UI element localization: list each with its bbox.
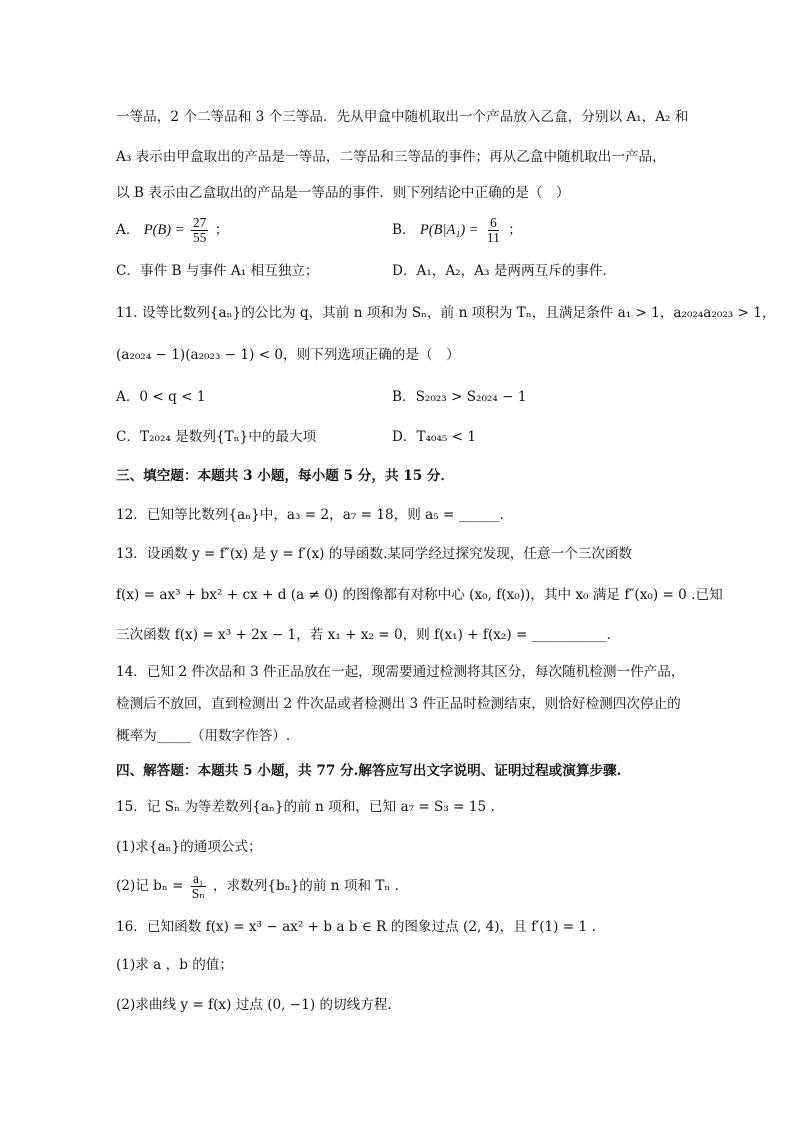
fraction-numerator: 6 (490, 215, 497, 230)
q10-line-1: 一等品，2 个二等品和 3 个三等品．先从甲盒中随机取出一个产品放入乙盒，分别以 A₁，A₂ 和 (116, 109, 689, 125)
q15-part-2 (116, 872, 399, 901)
q10-option-a (116, 216, 228, 245)
q14-line-1: 14．已知 2 件次品和 3 件正品放在一起，现需要通过检测将其区分，每次随机检测一件产品， (116, 664, 685, 680)
option-suffix: ； (214, 222, 229, 238)
option-formula: P(B|A₁) = (419, 222, 479, 238)
q13-line-2: f(x) = ax³ + bx² + cx + d (a ≠ 0) 的图像都有对称中心 (x₀, f(x₀))，其中 x₀ 满足 f″(x₀) = 0 .已知 (116, 587, 723, 603)
q15-line-1: 15．记 Sₙ 为等差数列{aₙ}的前 n 项和，已知 a₇ = S₃ = 15 . (116, 799, 495, 815)
q10-option-c: C．事件 B 与事件 A₁ 相互独立； (116, 263, 319, 279)
option-letter: A． (116, 222, 140, 238)
option-suffix: ； (508, 222, 522, 238)
q16-part-1: (1)求 a ，b 的值； (116, 957, 233, 973)
q11-line-2: (a₂₀₂₄ − 1)(a₂₀₂₃ − 1) < 0，则下列选项正确的是（ ） (116, 347, 460, 363)
q14-line-2: 检测后不放回，直到检测出 2 件次品或者检测出 3 件正品时检测结束，则恰好检测四次停止的 (116, 696, 681, 712)
fraction-denominator: 11 (486, 230, 500, 245)
fraction (190, 872, 207, 901)
fraction-numerator: 27 (192, 215, 207, 230)
q10-line-2: A₃ 表示由甲盒取出的产品是一等品，二等品和三等品的事件；再从乙盒中随机取出一产品， (116, 149, 666, 165)
q10-option-d: D．A₁，A₂，A₃ 是两两互斥的事件． (392, 263, 617, 279)
q16-part-2: (2)求曲线 y = f(x) 过点 (0, −1) 的切线方程. (116, 997, 392, 1013)
q11-line-1: 11. 设等比数列{aₙ}的公比为 q，其前 n 项和为 Sₙ，前 n 项积为 Tₙ，且满足条件 a₁ > 1，a₂₀₂₄a₂₀₂₃ > 1， (116, 305, 776, 321)
fraction (191, 216, 209, 245)
q14-line-3: 概率为_____（用数字作答）. (116, 728, 291, 744)
q13-line-1: 13．设函数 y = f″(x) 是 y = f′(x) 的导函数.某同学经过探究发现，任意一个三次函数 (116, 546, 633, 562)
fraction-denominator: 55 (192, 230, 207, 245)
part-prefix: (2)记 bₙ = (116, 878, 184, 894)
q13-line-3: 三次函数 f(x) = x³ + 2x − 1，若 x₁ + x₂ = 0，则 f(x₁) + f(x₂) = ___________. (116, 627, 611, 643)
q11-option-c: C．T₂₀₂₄ 是数列{Tₙ}中的最大项 (116, 429, 317, 445)
option-letter: B． (392, 222, 416, 238)
fraction (485, 216, 502, 245)
q12-text: 12．已知等比数列{aₙ}中，a₃ = 2，a₇ = 18，则 a₅ = ______． (116, 507, 514, 523)
fraction-denominator: Sₙ (191, 886, 205, 901)
part-suffix: ，求数列{bₙ}的前 n 项和 Tₙ . (213, 878, 399, 894)
section-4-heading: 四、解答题：本题共 5 小题，共 77 分.解答应写出文字说明、证明过程或演算步骤. (116, 763, 622, 779)
option-formula: P(B) = (143, 222, 185, 238)
q10-line-3: 以 B 表示由乙盒取出的产品是一等品的事件．则下列结论中正确的是（ ） (116, 185, 570, 201)
q10-option-b (392, 216, 522, 245)
q11-option-a: A．0 < q < 1 (116, 389, 206, 405)
q15-part-1: (1)求{aₙ}的通项公式； (116, 839, 262, 855)
q16-line-1: 16．已知函数 f(x) = x³ − ax² + b a b ∈ R 的图象过点 (2, 4)，且 f′(1) = 1 . (116, 919, 596, 935)
q11-option-b: B．S₂₀₂₃ > S₂₀₂₄ − 1 (392, 389, 527, 405)
section-3-heading: 三、填空题：本题共 3 小题，每小题 5 分，共 15 分． (116, 468, 455, 484)
q11-option-d: D．T₄₀₄₅ < 1 (392, 429, 477, 445)
fraction-numerator: a₁ (192, 871, 204, 886)
